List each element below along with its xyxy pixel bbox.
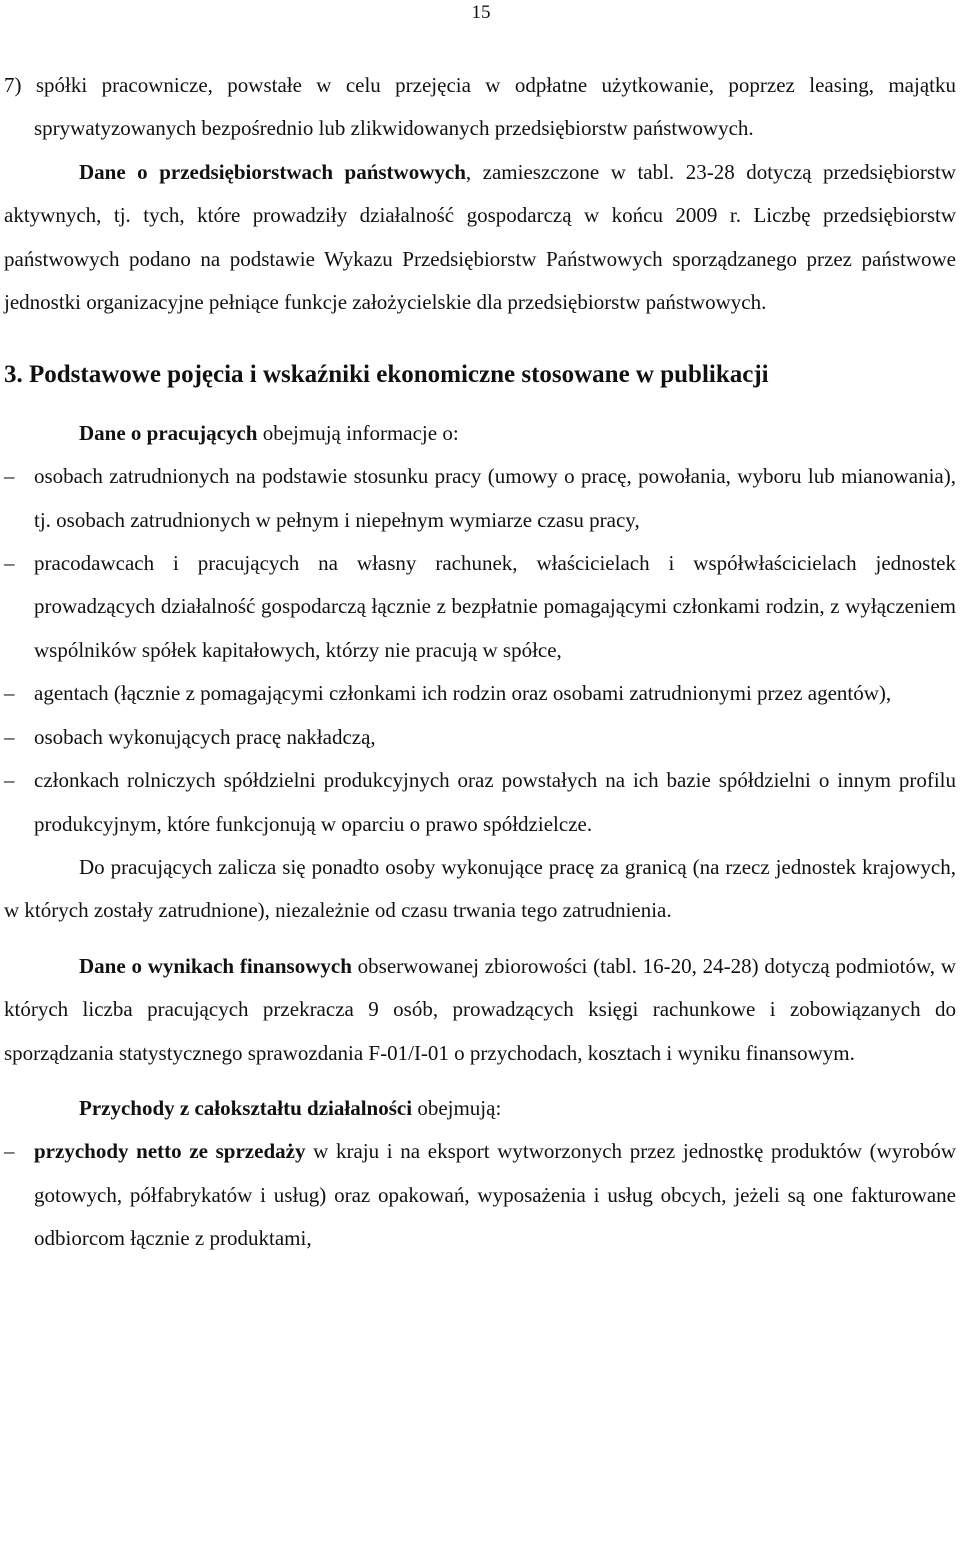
dash-bullet: – [4,768,15,793]
list-item [4,1130,956,1260]
list-item [4,759,956,846]
revenues-term: Przychody z całokształtu działalności [79,1095,413,1120]
financial-results-paragraph [4,945,956,1075]
list-item-text: pracodawcach i pracujących na własny rachunek, właścicielach i współwłaścicielach jednostek prowadzących działalność gospodarczą łącznie z bezpłatnie pomagającymi członkami rodzin, z wyłączeniem wspólników spółek kapitałowych, którzy nie pracują w spółce, [34,551,956,662]
revenues-intro-text: obejmują: [412,1095,502,1120]
dash-bullet: – [4,681,15,706]
employed-abroad-paragraph: Do pracujących zalicza się ponadto osoby wykonujące pracę za granicą (na rzecz jednostek krajowych, w których zostały zatrudnione), niezależnie od czasu trwania tego zatrudnienia. [4,854,956,923]
item-7-paragraph: 7) spółki pracownicze, powstałe w celu przejęcia w odpłatne użytkowanie, poprzez leasing, majątku sprywatyzowanych bezpośrednio lub zlikwidowanych przedsiębiorstw państwowych. [4,73,956,141]
page-number: 15 [471,2,491,23]
list-item [4,455,956,542]
list-item [4,716,956,759]
dash-bullet: – [4,551,15,576]
list-item-text: w kraju i na eksport wytworzonych przez jednostkę produktów (wyrobów gotowych, półfabrykatów i usług) oraz opakowań, wyposażenia i usług obcych, jeżeli są one fakturowane odbiorcom łącznie z produktami, [34,1139,956,1251]
list-item [4,672,956,715]
dash-bullet: – [4,724,15,749]
dash-bullet: – [4,1139,15,1164]
list-item-text: członkach rolniczych spółdzielni produkcyjnych oraz powstałych na ich bazie spółdzielni o innym profilu produkcyjnym, które funkcjonują w oparciu o prawo spółdzielcze. [34,768,956,836]
section-3-heading: 3. Podstawowe pojęcia i wskaźniki ekonomiczne stosowane w publikacji [4,361,769,389]
state-enterprises-text: , zamieszczone w tabl. 23-28 dotyczą przedsiębiorstw aktywnych, tj. tych, które prowadziły działalność gospodarczą w końcu 2009 r. Liczbę przedsiębiorstw państwowych podano na podstawie Wykazu Przedsiębiorstw Państwowych sporządzanego przez państwowe jednostki organizacyjne pełniące funkcje założycielskie dla przedsiębiorstw państwowych. [4,159,956,315]
employed-term: Dane o pracujących [79,420,258,445]
list-item [4,542,956,672]
employed-intro-text: obejmują informacje o: [257,420,459,445]
dash-bullet: – [4,464,15,489]
state-enterprises-term: Dane o przedsiębiorstwach państwowych [79,159,466,184]
net-sales-term: przychody netto ze sprzedaży [34,1139,306,1164]
list-item-text: osobach wykonujących pracę nakładczą, [34,724,376,749]
document-body [4,64,956,1261]
state-enterprises-paragraph [4,151,956,325]
employed-intro [4,412,956,455]
list-item-text: osobach zatrudnionych na podstawie stosunku pracy (umowy o pracę, powołania, wyboru lub mianowania), tj. osobach zatrudnionych w pełnym i niepełnym wymiarze czasu pracy, [34,464,956,532]
revenues-intro [4,1087,956,1130]
list-item-text: agentach (łącznie z pomagającymi członkami ich rodzin oraz osobami zatrudnionymi przez agentów), [34,681,892,706]
financial-results-text: obserwowanej zbiorowości (tabl. 16-20, 24-28) dotyczą podmiotów, w których liczba pracujących przekracza 9 osób, prowadzących księgi rachunkowe i zobowiązanych do sporządzania statystycznego sprawozdania F-01/I-01 o przychodach, kosztach i wyniku finansowym. [4,953,956,1065]
financial-results-term: Dane o wynikach finansowych [79,953,352,978]
